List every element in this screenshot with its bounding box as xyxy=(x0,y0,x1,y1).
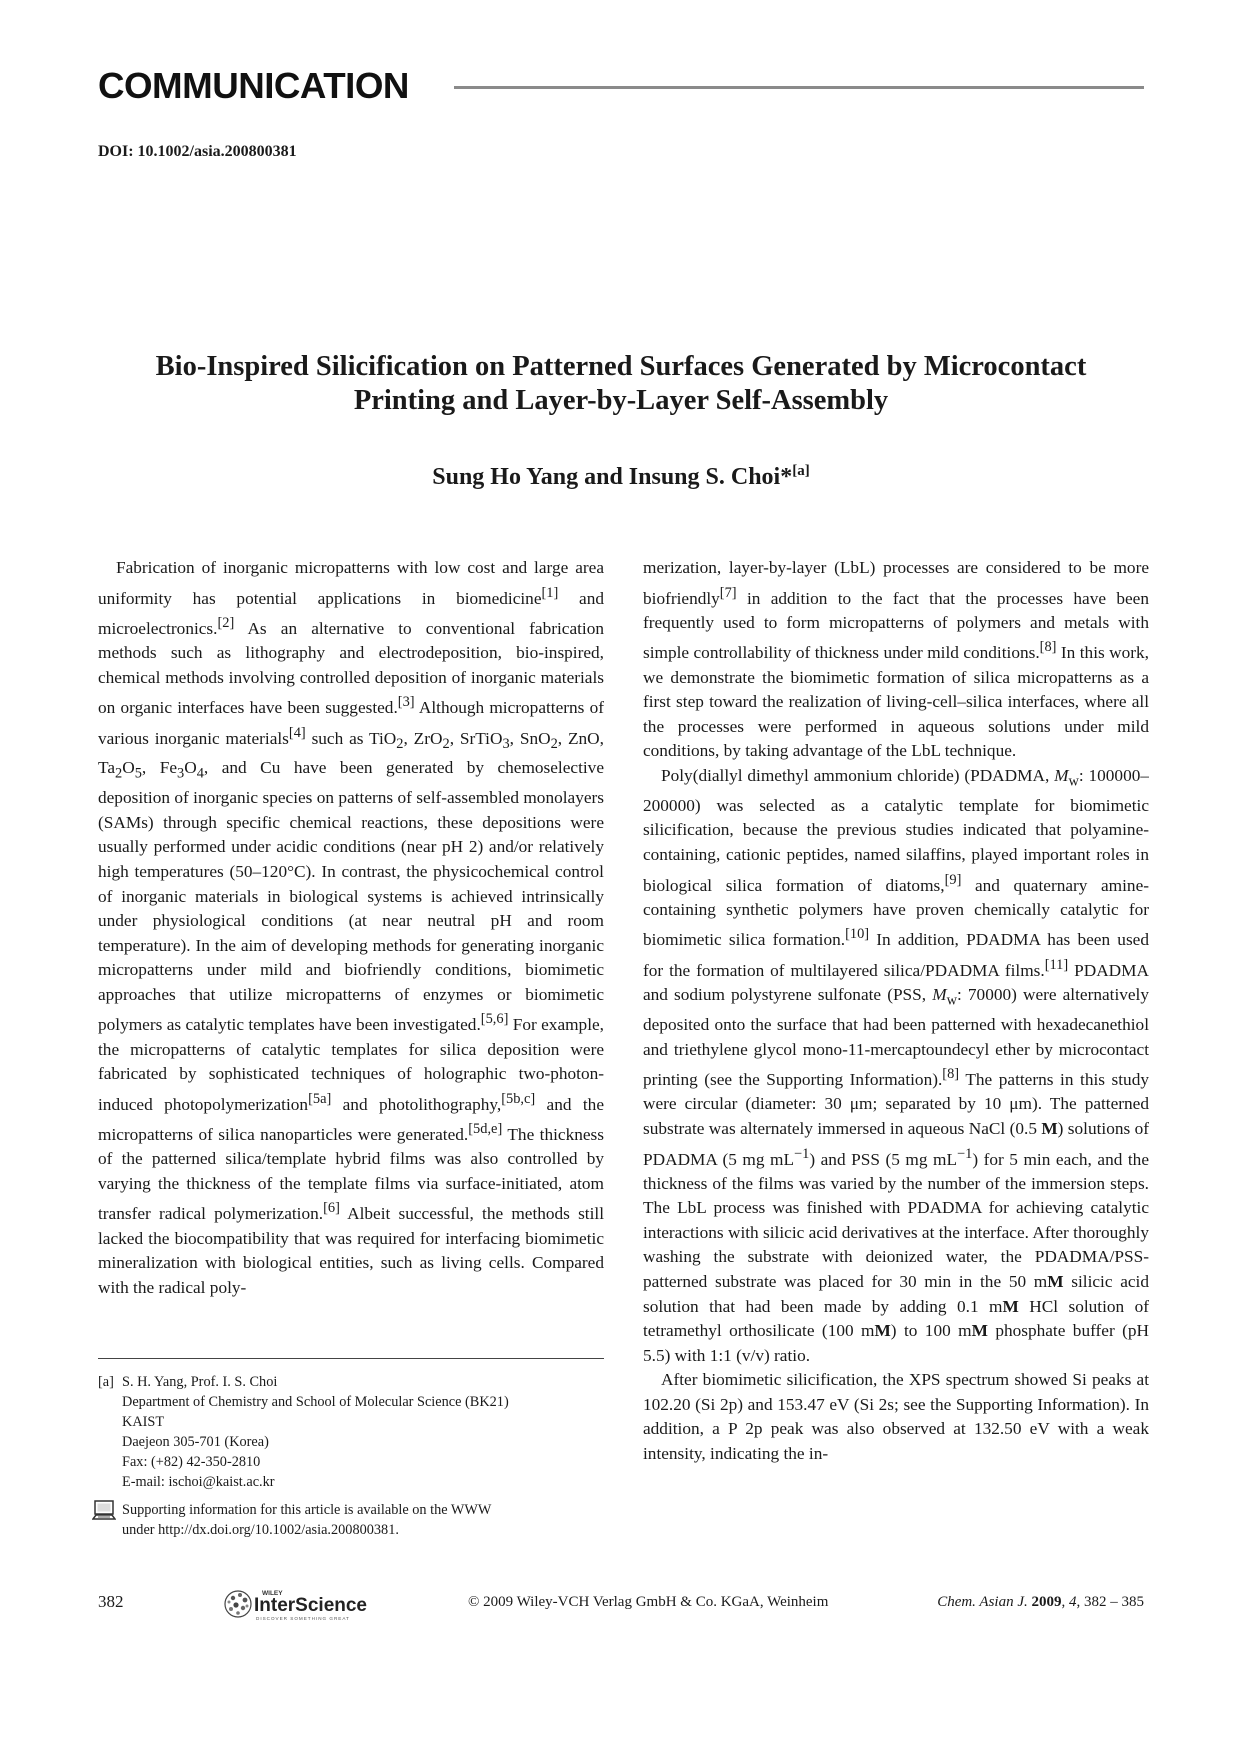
body-column-right xyxy=(643,556,1149,1538)
footnote-fax: Fax: (+82) 42-350-2810 xyxy=(122,1454,261,1470)
journal-pages: , 382 – 385 xyxy=(1076,1594,1144,1610)
copyright-notice: © 2009 Wiley-VCH Verlag GmbH & Co. KGaA, Weinheim xyxy=(468,1594,829,1610)
article-title xyxy=(98,350,1144,418)
footnote-address: Daejeon 305-701 (Korea) xyxy=(122,1434,269,1450)
section-label: COMMUNICATION xyxy=(98,65,409,106)
svg-text:DISCOVER SOMETHING GREAT: DISCOVER SOMETHING GREAT xyxy=(256,1616,350,1621)
computer-icon xyxy=(92,1500,116,1522)
affiliation-footnote xyxy=(98,1372,604,1492)
paragraph: Fabrication of inorganic micropatterns with low cost and large area uniformity has potential applications in biomedicine[1] and microelectronics.[2] As an alternative to conventional fabrication methods such as lithography and electrodeposition, bio-inspired, chemical methods involving controlled deposition of inorganic materials on organic interfaces have been suggested.[3] Although micropatterns of various inorganic materials[4] such as TiO$_2$, ZrO$_2$, SrTiO$_3$, SnO$_2$, ZnO, $Ta_2O_5$, $Fe_3O_4$, and Cu have been generated by chemoselective deposition of inorganic species on patterns of self-assembled monolayers (SAMs) through specific chemical reactions, these depositions were usually performed under acidic conditions (near pH 2) and/or relatively high temperatures (50–120°C). In contrast, the physicochemical control of inorganic materials in biological systems is achieved intrinsically under physiological conditions (at near neutral pH and room temperature). In the aim of developing methods for generating inorganic micropatterns under mild and biofriendly conditions, biomimetic approaches that utilize micropatterns of enzymes or biomimetic polymers as catalytic templates have been investigated.[5,6] For example, the micropatterns of catalytic templates for silica deposition were fabricated by sophisticated techniques of holographic two-photon-induced photopolymerization[5a] and photolithography,[5b,c] and the micropatterns of silica nanoparticles were generated.[5d,e] The thickness of the patterned silica/template hybrid films was also controlled by varying the thickness of the template films via surface-initiated, atom transfer radical polymerization.[6] Albeit successful, the methods still lacked the biocompatibility that was required for interfacing biomimetic mineralization with biological entities, such as living cells. Compared with the radical poly- xyxy=(98,558,604,1297)
journal-volume: 4 xyxy=(1069,1594,1077,1610)
svg-text:WILEY: WILEY xyxy=(262,1590,283,1597)
support-line-1: Supporting information for this article is available on the WWW xyxy=(122,1502,492,1518)
paragraph: After biomimetic silicification, the XPS spectrum showed Si peaks at 102.20 (Si 2p) and 153.47 eV (Si 2s; see the Supporting Information). In addition, a P 2p peak was also observed at 132.50 eV with a weak intensity, indicating the in- xyxy=(643,1370,1149,1463)
footnote-rule xyxy=(98,1358,604,1359)
author-list xyxy=(98,456,1144,492)
footnote-email: E-mail: ischoi@kaist.ac.kr xyxy=(122,1474,275,1490)
journal-citation: Chem. Asian J. 2009, 4, 382 – 385 xyxy=(937,1594,1144,1610)
body-column-left xyxy=(98,556,604,1336)
footnote-department: Department of Chemistry and School of Molecular Science (BK21) xyxy=(122,1394,509,1410)
header-rule xyxy=(454,86,1144,89)
interscience-logo xyxy=(220,1584,390,1624)
journal-year: 2009 xyxy=(1031,1594,1062,1610)
journal-name: Chem. Asian J. xyxy=(937,1594,1028,1610)
title-line-1: Bio-Inspired Silicification on Patterned Surfaces Generated by Microcontact xyxy=(155,351,1087,382)
globe-icon xyxy=(225,1591,251,1617)
author-affil-mark: [a] xyxy=(792,463,810,479)
doi: DOI: 10.1002/asia.200800381 xyxy=(98,143,297,160)
title-line-2: Printing and Layer-by-Layer Self-Assembly xyxy=(353,385,889,416)
section-header xyxy=(98,62,1144,110)
footnote-institution: KAIST xyxy=(122,1414,165,1430)
paragraph: Poly(diallyl dimethyl ammonium chloride) (PDADMA, $M_w$: 100000–200000) was selected as a catalytic template for biomimetic silicification, because the previous studies indicated that polyamine-containing, cationic peptides, named silaffins, played important roles in biological silica formation of diatoms,[9] and quaternary amine-containing synthetic polymers have proven chemically catalytic for biomimetic silica formation.[10] In addition, PDADMA has been used for the formation of multilayered silica/PDADMA films.[11] PDADMA and sodium polystyrene sulfonate (PSS, $M_w$: 70000) were alternatively deposited onto the surface that had been patterned with hexadecanethiol and triethylene glycol mono-11-mercaptoundecyl ether by microcontact printing (see the Supporting Information).[8] The patterns in this study were circular (diameter: 30 μm; separated by 10 μm). The patterned substrate was alternately immersed in aqueous NaCl (0.5 M) solutions of PDADMA (5 mg $mL^{-1}$) and PSS (5 mg $mL^{-1}$) for 5 min each, and the thickness of the films was varied by the number of the immersion steps. The LbL process was finished with PDADMA for achieving catalytic interactions with silicic acid derivatives at the interface. After thoroughly washing the substrate with deionized water, the PDADMA/PSS-patterned substrate was placed for 30 min in the 50 mM silicic acid solution that had been made by adding 0.1 mM HCl solution of tetramethyl orthosilicate (100 mM) to 100 mM phosphate buffer (pH 5.5) with 1:1 (v/v) ratio. xyxy=(643,765,1149,1365)
page-footer xyxy=(98,1584,1144,1624)
svg-text:InterScience: InterScience xyxy=(254,1595,367,1616)
authors: Sung Ho Yang and Insung S. Choi* xyxy=(432,464,793,490)
support-line-2: under http://dx.doi.org/10.1002/asia.200800381. xyxy=(122,1522,399,1538)
supporting-info-note xyxy=(92,1500,604,1540)
footnote-tag: [a] xyxy=(98,1374,114,1390)
page-number: 382 xyxy=(98,1592,124,1611)
paragraph: merization, layer-by-layer (LbL) processes are considered to be more biofriendly[7] in addition to the fact that the processes have been frequently used to form micropatterns of polymers and metals with simple controllability of thickness under mild conditions.[8] In this work, we demonstrate the biomimetic formation of silica micropatterns as a first step toward the realization of living-cell–silica interfaces, where all the processes were performed in aqueous solutions under mild conditions, by taking advantage of the LbL technique. xyxy=(643,558,1149,761)
footnote-names: S. H. Yang, Prof. I. S. Choi xyxy=(122,1374,278,1390)
